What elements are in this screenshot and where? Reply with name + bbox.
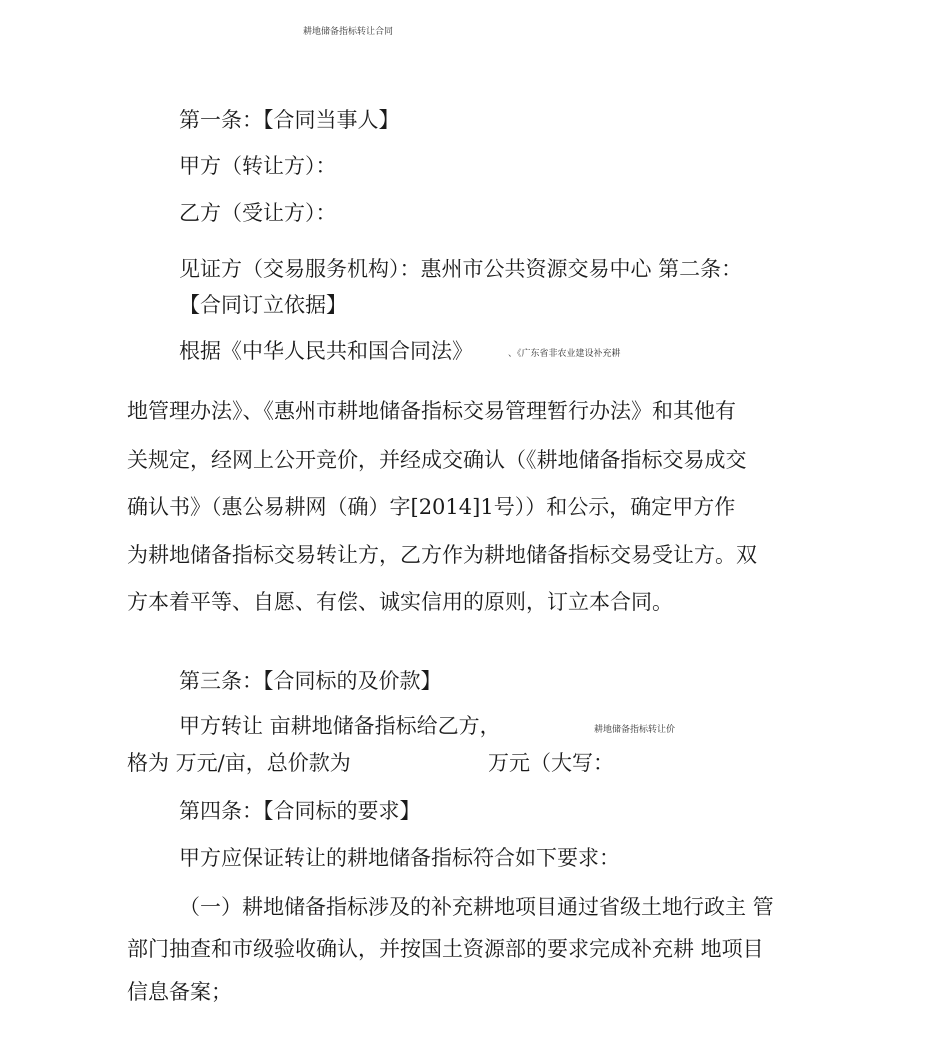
- article4-item1-line-3: 信息备案；: [127, 980, 232, 1004]
- article4-item1-line-1: （一）耕地储备指标涉及的补充耕地项目通过省级土地行政主 管: [179, 895, 774, 919]
- witness-line: 见证方（交易服务机构）：惠州市公共资源交易中心 第二条：: [179, 257, 743, 281]
- article1-heading: 第一条：【合同当事人】: [179, 108, 400, 132]
- article4-heading: 第四条：【合同标的要求】: [179, 799, 421, 823]
- article3-line-2b: 万元（大写：: [488, 751, 614, 775]
- article4-item1-line-2: 部门抽查和市级验收确认，并按国土资源部的要求完成补充耕 地项目: [127, 937, 764, 961]
- article3-small-text: 耕地储备指标转让价: [594, 725, 676, 735]
- article4-intro: 甲方应保证转让的耕地储备指标符合如下要求：: [179, 846, 620, 870]
- party-a-line: 甲方（转让方）：: [179, 154, 337, 178]
- paragraph-line-4: 为耕地储备指标交易转让方，乙方作为耕地储备指标交易受让方。双: [127, 543, 757, 567]
- paragraph-line-1: 地管理办法》、《惠州市耕地储备指标交易管理暂行办法》和其他有: [127, 399, 736, 423]
- page-header: 耕地储备指标转让合同: [303, 27, 394, 37]
- basis-small-text: 、《广东省非农业建设补充耕: [508, 349, 621, 359]
- article3-heading: 第三条：【合同标的及价款】: [179, 669, 442, 693]
- paragraph-line-5: 方本着平等、自愿、有偿、诚实信用的原则，订立本合同。: [127, 590, 673, 614]
- article2-heading: 【合同订立依据】: [179, 293, 347, 317]
- basis-line: 根据《中华人民共和国合同法》: [179, 339, 473, 363]
- paragraph-line-2: 关规定，经网上公开竞价，并经成交确认（《耕地储备指标交易成交: [127, 448, 747, 472]
- party-b-line: 乙方（受让方）：: [179, 201, 337, 225]
- article3-line-1: 甲方转让 亩耕地储备指标给乙方，: [179, 714, 501, 738]
- paragraph-line-3: 确认书》（惠公易耕网（确）字[2014]1号））和公示，确定甲方作: [127, 495, 736, 519]
- article3-line-2a: 格为 万元/亩，总价款为: [127, 751, 351, 775]
